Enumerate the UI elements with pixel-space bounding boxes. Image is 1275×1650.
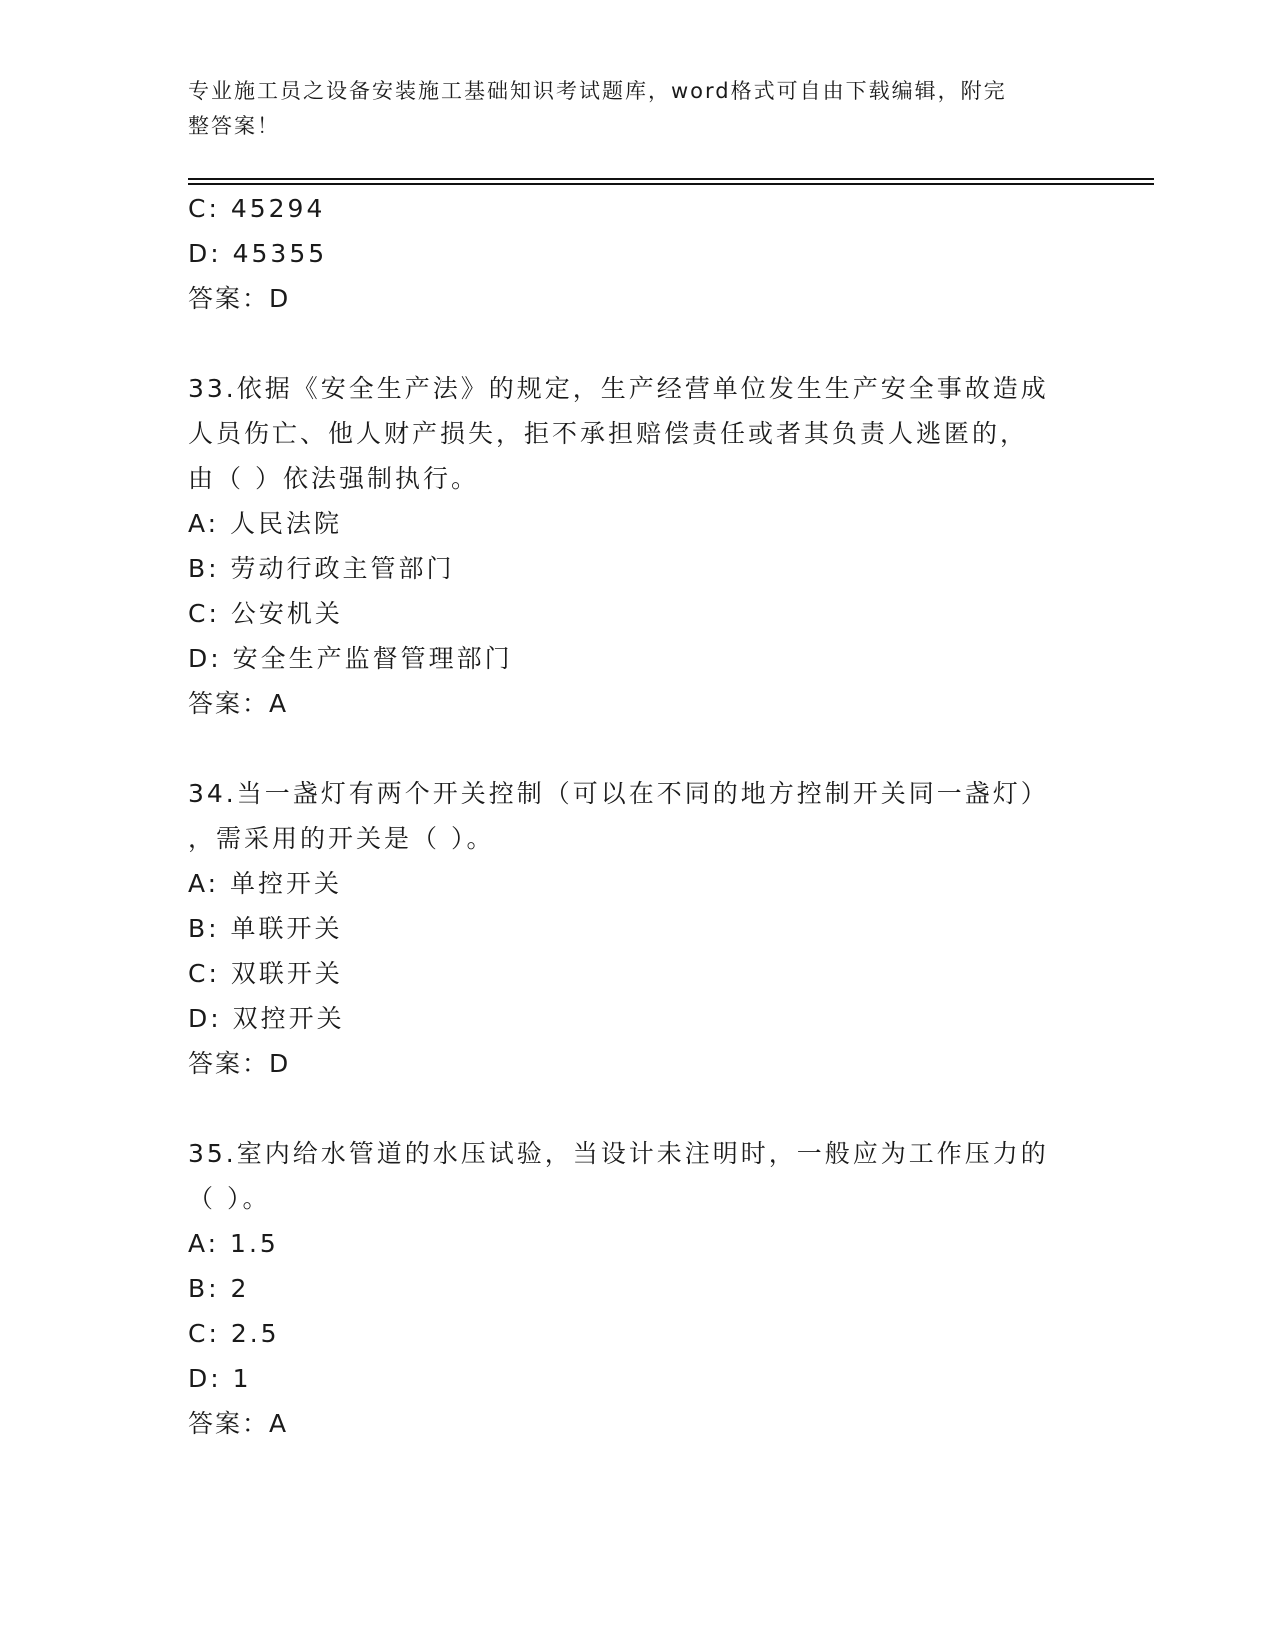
- option-d: D: 45355: [188, 239, 328, 268]
- question-33-option-d: D: 安全生产监督管理部门: [188, 644, 513, 673]
- header-divider-top: [188, 178, 1154, 180]
- question-35-option-b: B: 2: [188, 1274, 250, 1303]
- question-34-option-a: A: 单控开关: [188, 869, 343, 898]
- question-35-stem-line-1: 35.室内给水管道的水压试验，当设计未注明时，一般应为工作压力的: [188, 1139, 1049, 1168]
- answer-line: 答案：D: [188, 284, 291, 313]
- question-33-option-c: C: 公安机关: [188, 599, 343, 628]
- question-34-answer: 答案：D: [188, 1049, 291, 1078]
- question-35-answer: 答案：A: [188, 1409, 289, 1438]
- header-divider-bottom: [188, 183, 1154, 185]
- question-35-option-d: D: 1: [188, 1364, 252, 1393]
- header-title-line-2: 整答案！: [188, 114, 280, 138]
- question-34-option-c: C: 双联开关: [188, 959, 343, 988]
- question-33-stem-line-2: 人员伤亡、他人财产损失，拒不承担赔偿责任或者其负责人逃匿的，: [188, 419, 1029, 448]
- question-33-stem-line-3: 由（ ）依法强制执行。: [188, 464, 479, 493]
- header-title-line-1: 专业施工员之设备安装施工基础知识考试题库，word格式可自由下载编辑，附完: [188, 79, 1007, 103]
- question-34-stem-line-2: ，需采用的开关是（ ）。: [188, 824, 495, 853]
- question-35-stem-line-2: （ ）。: [188, 1184, 271, 1213]
- question-33-stem-line-1: 33.依据《安全生产法》的规定，生产经营单位发生生产安全事故造成: [188, 374, 1049, 403]
- document-header: [188, 74, 1068, 144]
- question-35-option-a: A: 1.5: [188, 1229, 279, 1258]
- question-33-option-a: A: 人民法院: [188, 509, 343, 538]
- question-34-option-b: B: 单联开关: [188, 914, 343, 943]
- option-c: C: 45294: [188, 194, 326, 223]
- question-33-option-b: B: 劳动行政主管部门: [188, 554, 455, 583]
- question-34-option-d: D: 双控开关: [188, 1004, 345, 1033]
- question-35-option-c: C: 2.5: [188, 1319, 280, 1348]
- question-33-answer: 答案：A: [188, 689, 289, 718]
- question-34-stem-line-1: 34.当一盏灯有两个开关控制（可以在不同的地方控制开关同一盏灯）: [188, 779, 1049, 808]
